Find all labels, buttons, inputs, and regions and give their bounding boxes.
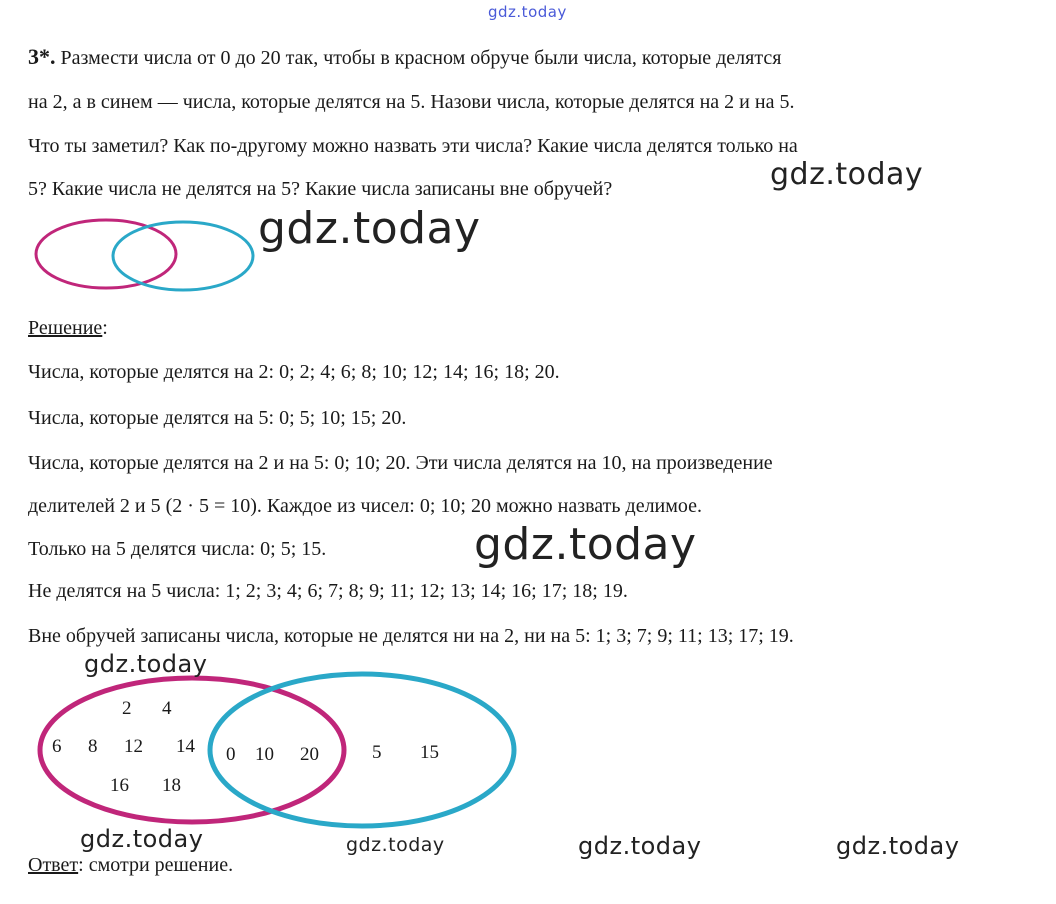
task-line-2: на 2, а в синем — числа, которые делятся на 5. Назови числа, которые делятся на 2 и на 5. [28,91,795,113]
watermark-3: gdz.today [474,519,697,570]
venn-num-10: 10 [255,744,274,765]
venn-num-0: 0 [226,744,236,765]
watermark-4: gdz.today [84,650,208,678]
watermark-1: gdz.today [770,157,924,192]
watermark-6: gdz.today [346,834,445,856]
venn-num-5: 5 [372,742,382,763]
watermark-top: gdz.today [488,3,567,21]
solution-line-3: Числа, которые делятся на 2 и на 5: 0; 10; 20. Эти числа делятся на 10, на произведение [28,452,773,474]
solution-line-1: Числа, которые делятся на 2: 0; 2; 4; 6; 8; 10; 12; 14; 16; 18; 20. [28,361,560,383]
venn-num-12: 12 [124,736,143,757]
venn-num-14: 14 [176,736,195,757]
watermark-5: gdz.today [80,825,204,853]
solution-line-7: Вне обручей записаны числа, которые не делятся ни на 2, ни на 5: 1; 3; 7; 9; 11; 13; 17; 19. [28,625,794,647]
venn-num-18: 18 [162,775,181,796]
small-red-hoop [36,220,176,288]
venn-num-8: 8 [88,736,98,757]
solution-line-5: Только на 5 делятся числа: 0; 5; 15. [28,538,327,560]
answer-line [28,853,233,877]
solution-line-4: делителей 2 и 5 (2 · 5 = 10). Каждое из чисел: 0; 10; 20 можно назвать делимое. [28,495,703,517]
venn-num-4: 4 [162,698,172,719]
task-text-1: Размести числа от 0 до 20 так, чтобы в красном обруче были числа, которые делятся [60,47,782,69]
venn-num-15: 15 [420,742,439,763]
watermark-8: gdz.today [836,832,960,860]
task-number: 3*. [28,44,56,69]
watermark-2: gdz.today [258,203,481,254]
small-blue-hoop [113,222,253,290]
task-line-4: 5? Какие числа не делятся на 5? Какие числа записаны вне обручей? [28,178,613,200]
venn-num-6: 6 [52,736,62,757]
task-line-3: Что ты заметил? Как по-другому можно назвать эти числа? Какие числа делятся только на [28,135,798,157]
solution-line-6: Не делятся на 5 числа: 1; 2; 3; 4; 6; 7; 8; 9; 11; 12; 13; 14; 16; 17; 18; 19. [28,580,628,602]
watermark-7: gdz.today [578,832,702,860]
answer-label: Ответ [28,854,79,876]
venn-num-20: 20 [300,744,319,765]
answer-text: : смотри решение. [78,854,234,876]
solution-line-2: Числа, которые делятся на 5: 0; 5; 10; 15; 20. [28,407,407,429]
solution-heading: Решение [28,317,103,339]
venn-num-16: 16 [110,775,129,796]
solution-heading-line: Решение: [28,317,108,339]
venn-num-2: 2 [122,698,132,719]
